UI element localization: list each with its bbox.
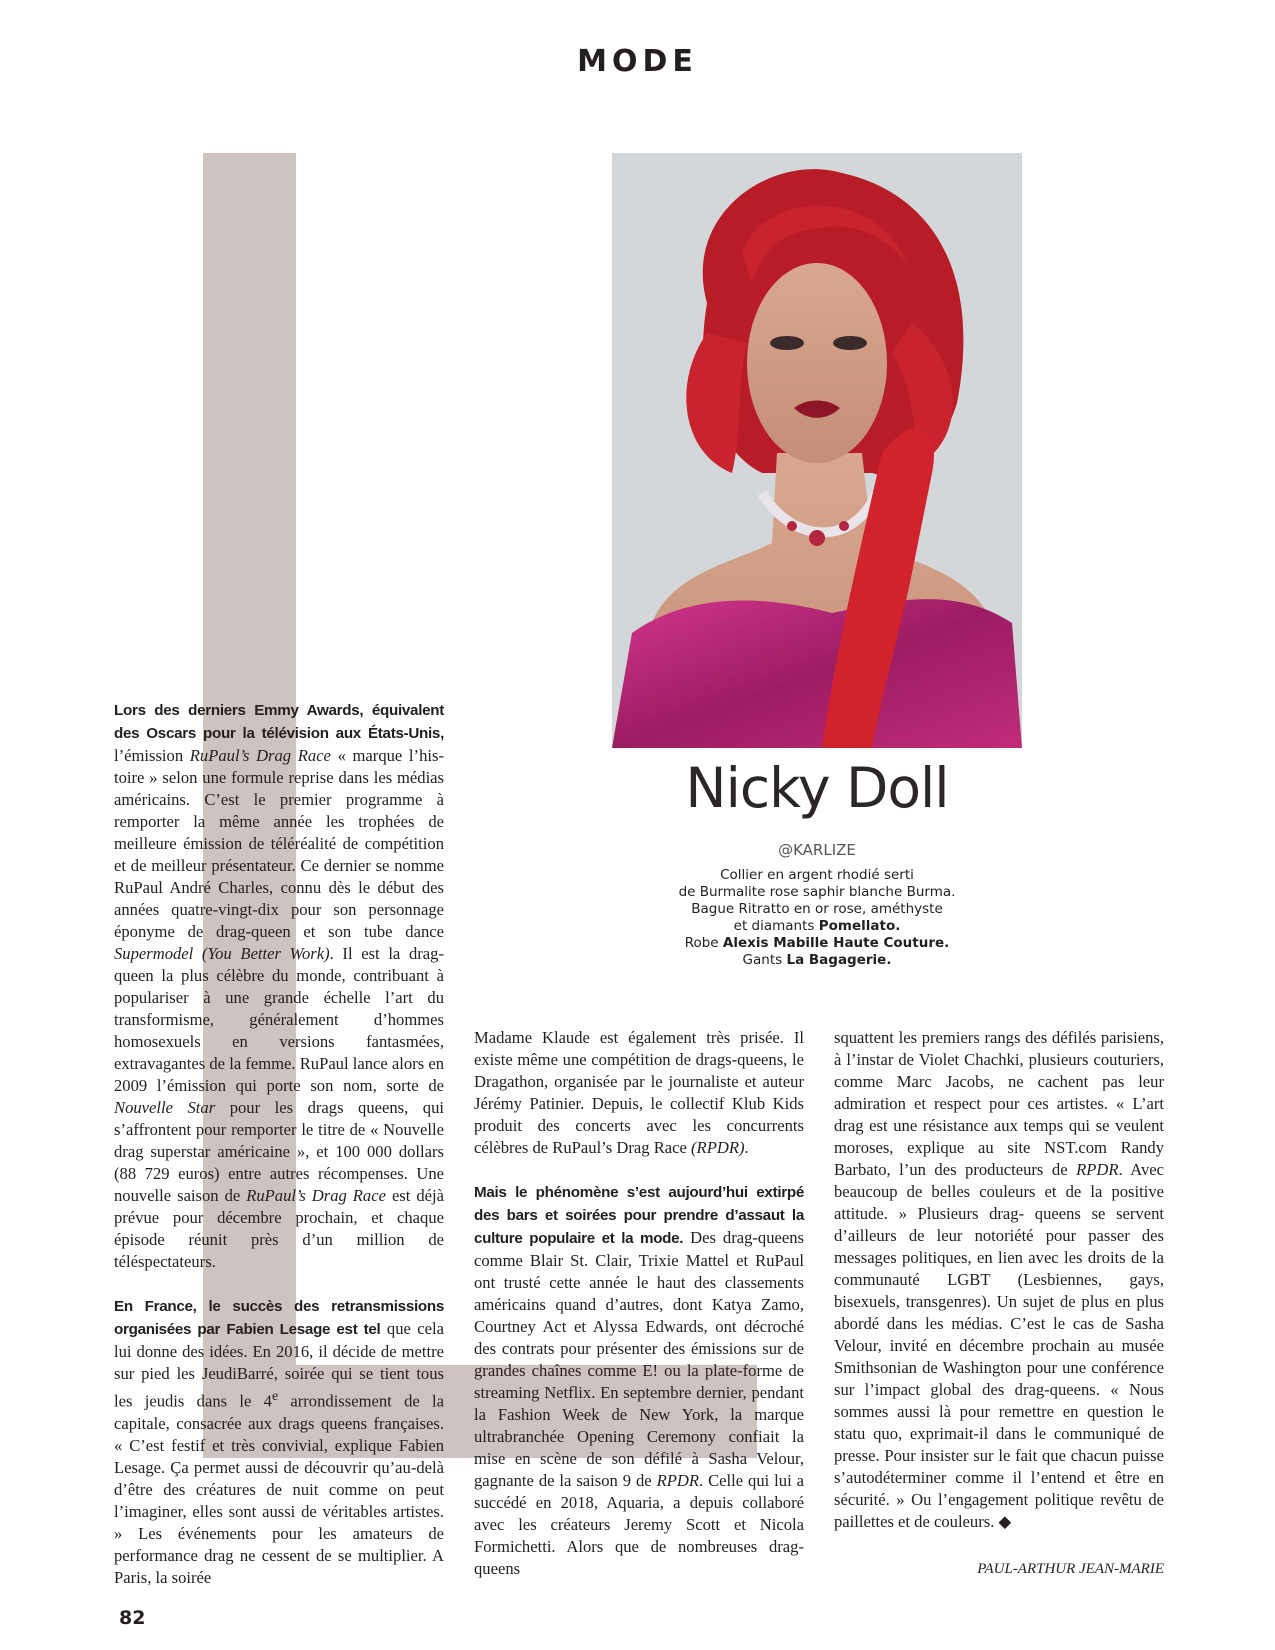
caption-line: Gants La Bagagerie. [742,952,892,968]
article-column-2 [474,1027,804,1580]
caption-line: Collier en argent rhodié serti [720,867,914,883]
page-number: 82 [119,1607,146,1629]
brand-name: Alexis Mabille Haute Couture. [722,935,950,951]
author-signature: PAUL-ARTHUR JEAN-MARIE [977,1561,1164,1577]
article-column-1 [114,699,444,1589]
caption-line: de Burmalite rose saphir blanche Burma. [678,884,956,900]
photo-credit: @KARLIZE [778,841,856,859]
paragraph-lead: En France, le succès des retransmissions organisées par Fabien Lesage est tel [114,1298,444,1338]
caption-line: Bague Ritratto en or rose, améthyste [691,901,943,917]
caption-line: Robe Alexis Mabille Haute Couture. [684,935,950,951]
article-paragraph: En France, le succès des retransmissions organisées par Fabien Lesage est tel que cela lui donne des idées. En 2016, il décide de mettre sur pied les JeudiBarré, soirée qui se tient tous les jeudis dans le 4e arrondissement de la capitale, consacrée aux drags queens françaises. « C’est festif et très convivial, explique Fabien Lesage. Ça permet aussi de découvrir qu’au-delà d’être des créatures de nuit comme on peut l’imaginer, elles sont aussi de véritables artistes. » Les événements pour les amateurs de performance drag ne cessent de se multiplier. A Paris, la soirée [114,1298,444,1587]
article-column-3 [834,1027,1164,1533]
paragraph-lead: Lors des derniers Emmy Awards, équivalent des Oscars pour la télévision aux États-Unis, [114,702,444,742]
brand-name: La Bagagerie. [786,952,892,968]
photo-caption [612,867,1022,969]
portrait-photo [612,153,1022,748]
section-title: MODE [577,44,698,79]
paragraph-lead: Mais le phénomène s’est aujourd’hui extirpé des bars et soirées pour prendre d’assaut la culture populaire et la mode. [474,1184,804,1247]
article-paragraph: Madame Klaude est également très prisée. Il existe même une compétition de drags-queens, le Dragathon, organisée par le journaliste et auteur Jérémy Patinier. Depuis, le collectif Klub Kids produit des concerts avec les concurrents célèbres de RuPaul’s Drag Race (RPDR). [474,1028,804,1157]
end-mark-icon: ◆ [998,1512,1012,1531]
article-paragraph: Mais le phénomène s’est aujourd’hui extirpé des bars et soirées pour prendre d’assaut la culture populaire et la mode. Des drag-queens comme Blair St. Clair, Trixie Mattel et RuPaul ont trusté cette année le haut des classements américains quand d’autres, dont Katya Zamo, Courtney Act et Alyssa Edwards, ont décroché des contrats pour présenter des émissions sur de grandes chaînes comme E! ou la plate-forme de streaming Netflix. En septembre dernier, pendant la Fashion Week de New York, la marque ultrabranchée Opening Ceremony confiait la mise en scène de son défilé à Sasha Velour, gagnante de la saison 9 de RPDR. Celle qui lui a succédé en 2018, Aquaria, a depuis collaboré avec les créateurs Jeremy Scott et Nicola Formichetti. Alors que de nombreuses drag-queens [474,1184,804,1578]
caption-line: et diamants Pomellato. [733,918,901,934]
article-paragraph: squattent les premiers rangs des défilés parisiens, à l’instar de Violet Chachki, plusieurs couturiers, comme Marc Jacobs, ne cachent pas leur admiration et respect pour ces artistes. « L’art drag est une résistance aux temps qui se veulent moroses, explique au site NST.com Randy Barbato, l’un des producteurs de RPDR. Avec beaucoup de belles couleurs et de la positive attitude. » Plusieurs drag- queens se servent d’ailleurs de leur notoriété pour passer des messages politiques, en lien avec les droits de la communauté LGBT (Lesbiennes, gays, bisexuels, transgenres). Un sujet de plus en plus abordé dans les médias. C’est le cas de Sasha Velour, invité en décembre prochain au musée Smithsonian de Washington pour une conférence sur l’impact global des drag-queens. « Nous sommes aussi là pour remettre en question le statu quo, exprimait-il dans le communiqué de presse. Pour insister sur le fait que chacun puisse s’autodéterminer comme il l’entend et être en sécurité. » Ou l’engagement politique revêtu de paillettes et de couleurs. ◆ [834,1028,1164,1531]
article-paragraph: Lors des derniers Emmy Awards, équivalent des Oscars pour la télévision aux États-Unis, l’émission RuPaul’s Drag Race « marque l’histoire » selon une formule reprise dans les médias américains. C’est le premier programme à remporter la même année les trophées de meilleure émission de téléréalité de compétition et de meilleur présentateur. Ce dernier se nomme RuPaul André Charles, connu dès le début des années quatre-vingt-dix pour son personnage éponyme de drag-queen et son tube dance Supermodel (You Better Work). Il est la drag-queen la plus célèbre du monde, contribuant à populariser à une grande échelle l’art du transformisme, généralement d’hommes homosexuels en versions fantasmées, extravagantes de la femme. RuPaul lance alors en 2009 l’émission qui porte son nom, sorte de Nouvelle Star pour les drags queens, qui s’affrontent pour remporter le titre de « Nouvelle drag superstar américaine », et 100 000 dollars (88 729 euros) entre autres récompenses. Une nouvelle saison de RuPaul’s Drag Race est déjà prévue pour décembre prochain, et chaque épisode réunit près d’un million de téléspectateurs. [114,702,444,1271]
portrait-name: Nicky Doll [685,756,949,820]
brand-name: Pomellato. [818,918,901,934]
